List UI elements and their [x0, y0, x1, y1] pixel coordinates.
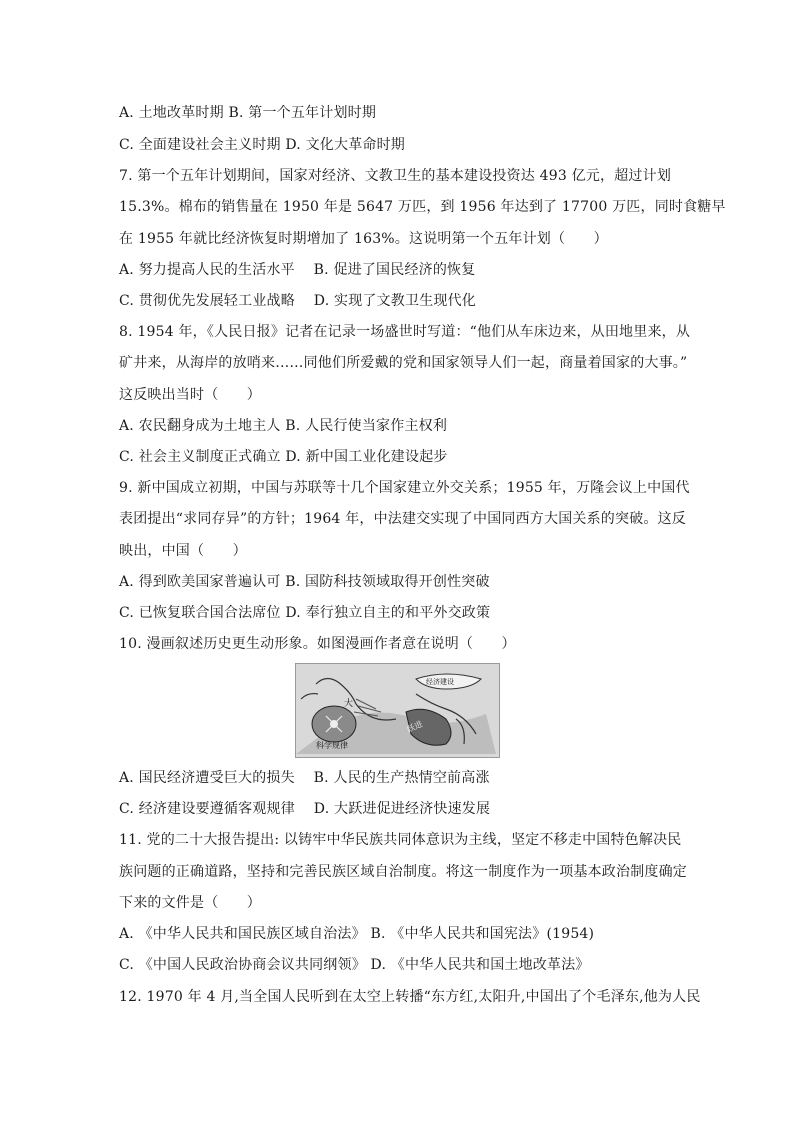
option-line: A. 《中华人民共和国民族区域自治法》 B. 《中华人民共和国宪法》(1954) [119, 926, 595, 942]
great-leap-forward-cartoon [295, 663, 500, 758]
option-line: A. 农民翻身成为土地主人 B. 人民行使当家作主权利 [119, 418, 448, 434]
cartoon-plan-label: 经济建设 [426, 678, 454, 686]
option-line: A. 努力提高人民的生活水平 B. 促进了国民经济的恢复 [119, 262, 476, 278]
question-7-text: 在 1955 年就比经济恢复时期增加了 163%。这说明第一个五年计划（ ） [119, 231, 608, 247]
option-line: A. 得到欧美国家普遍认可 B. 国防科技领域取得开创性突破 [119, 574, 490, 590]
option-line: C. 已恢复联合国合法席位 D. 奉行独立自主的和平外交政策 [119, 605, 491, 621]
question-11-text: 11. 党的二十大报告提出: 以铸牢中华民族共同体意识为主线，坚定不移走中国特色解决民 [119, 832, 682, 848]
option-line: A. 国民经济遭受巨大的损失 B. 人民的生产热情空前高涨 [119, 770, 490, 786]
question-8-text: 这反映出当时（ ） [119, 387, 261, 403]
question-8-text: 矿井来，从海岸的放哨来……同他们所爱戴的党和国家领导人们一起，商量着国家的大事。” [119, 355, 688, 371]
cartoon-big-label: 大 [344, 699, 354, 709]
question-9-text: 9. 新中国成立初期，中国与苏联等十几个国家建立外交关系；1955 年，万隆会议上中国代 [119, 480, 690, 496]
question-7-text: 15.3%。棉布的销售量在 1950 年是 5647 万匹，到 1956 年达到了 17700 万匹，同时食糖早 [119, 199, 726, 215]
question-7-text: 7. 第一个五年计划期间，国家对经济、文教卫生的基本建设投资达 493 亿元，超过计划 [119, 168, 672, 184]
question-9-text: 表团提出“求同存异”的方针；1964 年，中法建交实现了中国同西方大国关系的突破。这反 [119, 511, 686, 527]
option-line: C. 经济建设要遵循客观规律 D. 大跃进促进经济快速发展 [119, 801, 491, 817]
question-11-text: 族问题的正确道路，坚持和完善民族区域自治制度。将这一制度作为一项基本政治制度确定 [119, 864, 687, 880]
option-line: C. 全面建设社会主义时期 D. 文化大革命时期 [119, 137, 405, 153]
option-line: A. 土地改革时期 B. 第一个五年计划时期 [119, 105, 377, 121]
option-line: C. 贯彻优先发展轻工业战略 D. 实现了文教卫生现代化 [119, 293, 476, 309]
option-line: C. 《中国人民政治协商会议共同纲领》 D. 《中华人民共和国土地改革法》 [119, 957, 590, 973]
cartoon-leap-label: 跃进 [405, 719, 424, 735]
question-8-text: 8. 1954 年，《人民日报》记者在记录一场盛世时写道：“他们从车床边来，从田地里来，从 [119, 324, 691, 340]
question-10-text: 10. 漫画叙述历史更生动形象。如图漫画作者意在说明（ ） [119, 636, 516, 652]
option-line: C. 社会主义制度正式确立 D. 新中国工业化建设起步 [119, 449, 448, 465]
question-12-text: 12. 1970 年 4 月,当全国人民听到在太空上转播“东方红,太阳升,中国出了个毛泽东,他为人民 [119, 989, 701, 1005]
cartoon-science-label: 科学规律 [316, 741, 348, 750]
question-11-text: 下来的文件是（ ） [119, 895, 261, 911]
question-9-text: 映出，中国（ ） [119, 543, 247, 559]
